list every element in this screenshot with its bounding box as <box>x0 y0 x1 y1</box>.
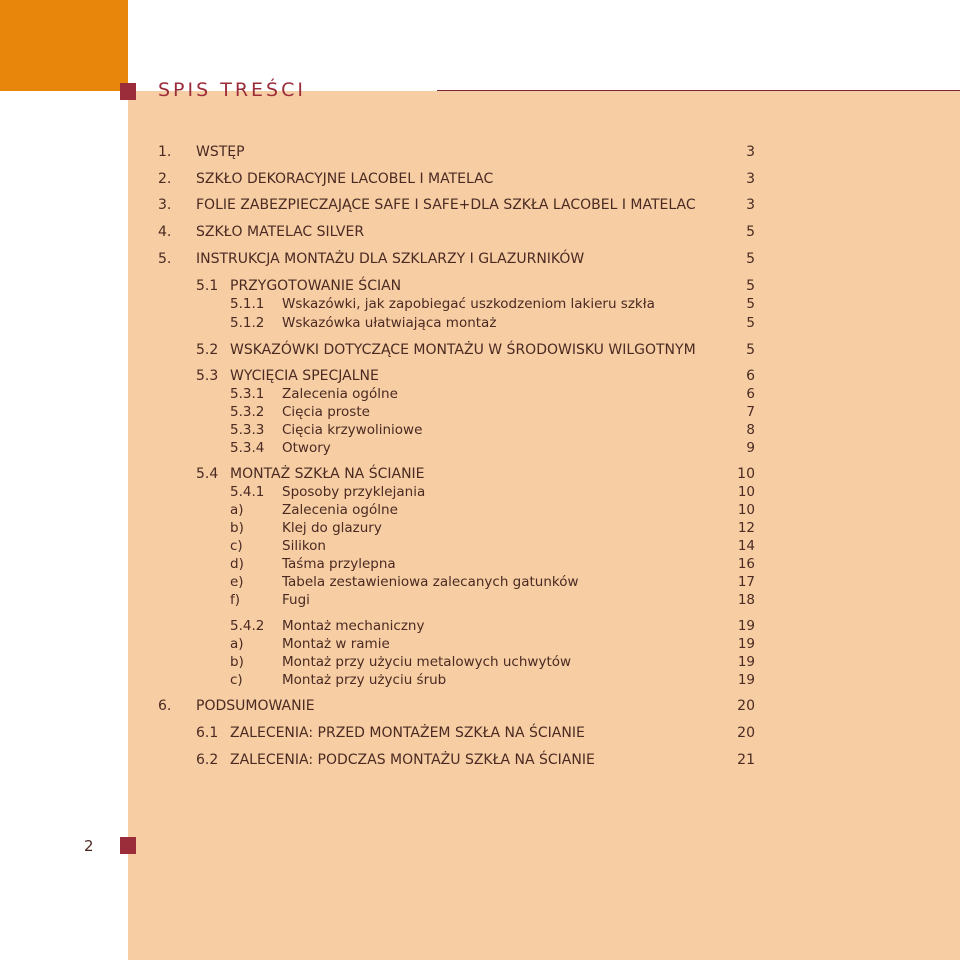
toc-text: ZALECENIA: PODCZAS MONTAŻU SZKŁA NA ŚCIANIE <box>230 752 595 768</box>
toc-page: 7 <box>746 404 755 420</box>
toc-page: 5 <box>746 224 755 240</box>
toc-entry[interactable] <box>0 617 960 635</box>
toc-page: 19 <box>737 672 755 688</box>
toc-number: 5.1.1 <box>230 296 265 312</box>
toc-page: 14 <box>737 538 755 554</box>
toc-number: 5.3.3 <box>230 422 265 438</box>
toc-text: WSKAZÓWKI DOTYCZĄCE MONTAŻU W ŚRODOWISKU WILGOTNYM <box>230 342 696 358</box>
toc-text: WSTĘP <box>196 144 245 160</box>
toc-page: 12 <box>737 520 755 536</box>
toc-page: 5 <box>746 315 755 331</box>
toc-entry[interactable] <box>0 196 960 214</box>
toc-entry[interactable] <box>0 421 960 439</box>
toc-number: 5.4.2 <box>230 618 265 634</box>
toc-number: f) <box>230 592 241 608</box>
toc-text: Montaż w ramie <box>282 636 390 652</box>
toc-number: 2. <box>158 171 172 187</box>
toc-entry[interactable] <box>0 724 960 742</box>
toc-number: 6.2 <box>196 752 219 768</box>
toc-number: 5.1 <box>196 278 219 294</box>
toc-page: 10 <box>737 484 755 500</box>
toc-number: 6.1 <box>196 725 219 741</box>
toc-entry[interactable] <box>0 653 960 671</box>
toc-page: 8 <box>746 422 755 438</box>
toc-number: 5.3 <box>196 368 219 384</box>
toc-entry[interactable] <box>0 573 960 591</box>
toc-text: Wskazówka ułatwiająca montaż <box>282 315 497 331</box>
toc-number: c) <box>230 538 243 554</box>
toc-text: Montaż przy użyciu metalowych uchwytów <box>282 654 572 670</box>
toc-text: Cięcia krzywoliniowe <box>282 422 423 438</box>
toc-entry[interactable] <box>0 170 960 188</box>
toc-entry[interactable] <box>0 341 960 359</box>
toc-number: 1. <box>158 144 172 160</box>
toc-number: 5.3.4 <box>230 440 265 456</box>
toc-text: Montaż mechaniczny <box>282 618 425 634</box>
toc-entry[interactable] <box>0 223 960 241</box>
toc-text: Montaż przy użyciu śrub <box>282 672 447 688</box>
toc-entry[interactable] <box>0 591 960 609</box>
toc-entry[interactable] <box>0 483 960 501</box>
toc-number: e) <box>230 574 244 590</box>
toc-number: 5.2 <box>196 342 219 358</box>
toc-page: 5 <box>746 278 755 294</box>
toc-text: Wskazówki, jak zapobiegać uszkodzeniom lakieru szkła <box>282 296 655 312</box>
toc-text: Zalecenia ogólne <box>282 386 398 402</box>
toc-entry[interactable] <box>0 501 960 519</box>
toc-text: PRZYGOTOWANIE ŚCIAN <box>230 278 402 294</box>
toc-entry[interactable] <box>0 295 960 313</box>
toc-entry[interactable] <box>0 385 960 403</box>
toc-page: 5 <box>746 251 755 267</box>
toc-entry[interactable] <box>0 635 960 653</box>
toc-number: d) <box>230 556 244 572</box>
toc-number: 5.3.2 <box>230 404 265 420</box>
toc-page: 9 <box>746 440 755 456</box>
toc-text: Cięcia proste <box>282 404 370 420</box>
toc-page: 19 <box>737 636 755 652</box>
toc-page: 16 <box>737 556 755 572</box>
toc-text: Klej do glazury <box>282 520 382 536</box>
toc-page: 10 <box>737 466 755 482</box>
toc-entry[interactable] <box>0 143 960 161</box>
toc-number: a) <box>230 636 244 652</box>
toc-text: Tabela zestawieniowa zalecanych gatunków <box>282 574 579 590</box>
toc-page: 19 <box>737 654 755 670</box>
toc-number: c) <box>230 672 243 688</box>
toc-text: ZALECENIA: PRZED MONTAŻEM SZKŁA NA ŚCIANIE <box>230 725 585 741</box>
toc-number: 4. <box>158 224 172 240</box>
toc-number: 5.1.2 <box>230 315 265 331</box>
toc-entry[interactable] <box>0 250 960 268</box>
toc-page: 21 <box>737 752 755 768</box>
toc-page: 3 <box>746 171 755 187</box>
toc-page: 17 <box>737 574 755 590</box>
toc-entry[interactable] <box>0 519 960 537</box>
toc-text: WYCIĘCIA SPECJALNE <box>230 368 379 384</box>
toc-number: 6. <box>158 698 172 714</box>
toc-entry[interactable] <box>0 465 960 483</box>
toc-page: 3 <box>746 144 755 160</box>
toc-text: SZKŁO DEKORACYJNE LACOBEL I MATELAC <box>196 171 494 187</box>
toc-page: 6 <box>746 368 755 384</box>
toc-text: Sposoby przyklejania <box>282 484 426 500</box>
toc-page: 10 <box>737 502 755 518</box>
toc-number: 5. <box>158 251 172 267</box>
page-number: 2 <box>84 837 94 855</box>
toc-entry[interactable] <box>0 751 960 769</box>
toc-text: FOLIE ZABEZPIECZAJĄCE SAFE I SAFE+DLA SZKŁA LACOBEL I MATELAC <box>196 197 696 213</box>
toc-text: INSTRUKCJA MONTAŻU DLA SZKLARZY I GLAZURNIKÓW <box>196 251 585 267</box>
toc-text: Silikon <box>282 538 326 554</box>
toc-text: SZKŁO MATELAC SILVER <box>196 224 365 240</box>
toc-text: MONTAŻ SZKŁA NA ŚCIANIE <box>230 466 425 482</box>
toc-entry[interactable] <box>0 671 960 689</box>
toc-page: 18 <box>737 592 755 608</box>
toc-text: Fugi <box>282 592 310 608</box>
page-title: SPIS TREŚCI <box>158 79 306 101</box>
toc-number: b) <box>230 520 244 536</box>
toc-page: 20 <box>737 725 755 741</box>
toc-number: 3. <box>158 197 172 213</box>
toc-page: 5 <box>746 342 755 358</box>
toc-entry[interactable] <box>0 367 960 385</box>
toc-text: Zalecenia ogólne <box>282 502 398 518</box>
toc-number: 5.4 <box>196 466 219 482</box>
toc-page: 5 <box>746 296 755 312</box>
toc-number: a) <box>230 502 244 518</box>
toc-page: 19 <box>737 618 755 634</box>
toc-text: Otwory <box>282 440 331 456</box>
toc-entry[interactable] <box>0 277 960 295</box>
toc-text: Taśma przylepna <box>282 556 396 572</box>
toc-entry[interactable] <box>0 439 960 457</box>
toc-number: 5.4.1 <box>230 484 265 500</box>
toc-entry[interactable] <box>0 555 960 573</box>
toc-entry[interactable] <box>0 403 960 421</box>
toc-page: 6 <box>746 386 755 402</box>
toc-entry[interactable] <box>0 537 960 555</box>
toc-page: 20 <box>737 698 755 714</box>
toc-number: b) <box>230 654 244 670</box>
toc-page: 3 <box>746 197 755 213</box>
toc-text: PODSUMOWANIE <box>196 698 315 714</box>
toc-number: 5.3.1 <box>230 386 265 402</box>
toc-entry[interactable] <box>0 314 960 332</box>
toc-entry[interactable] <box>0 697 960 715</box>
